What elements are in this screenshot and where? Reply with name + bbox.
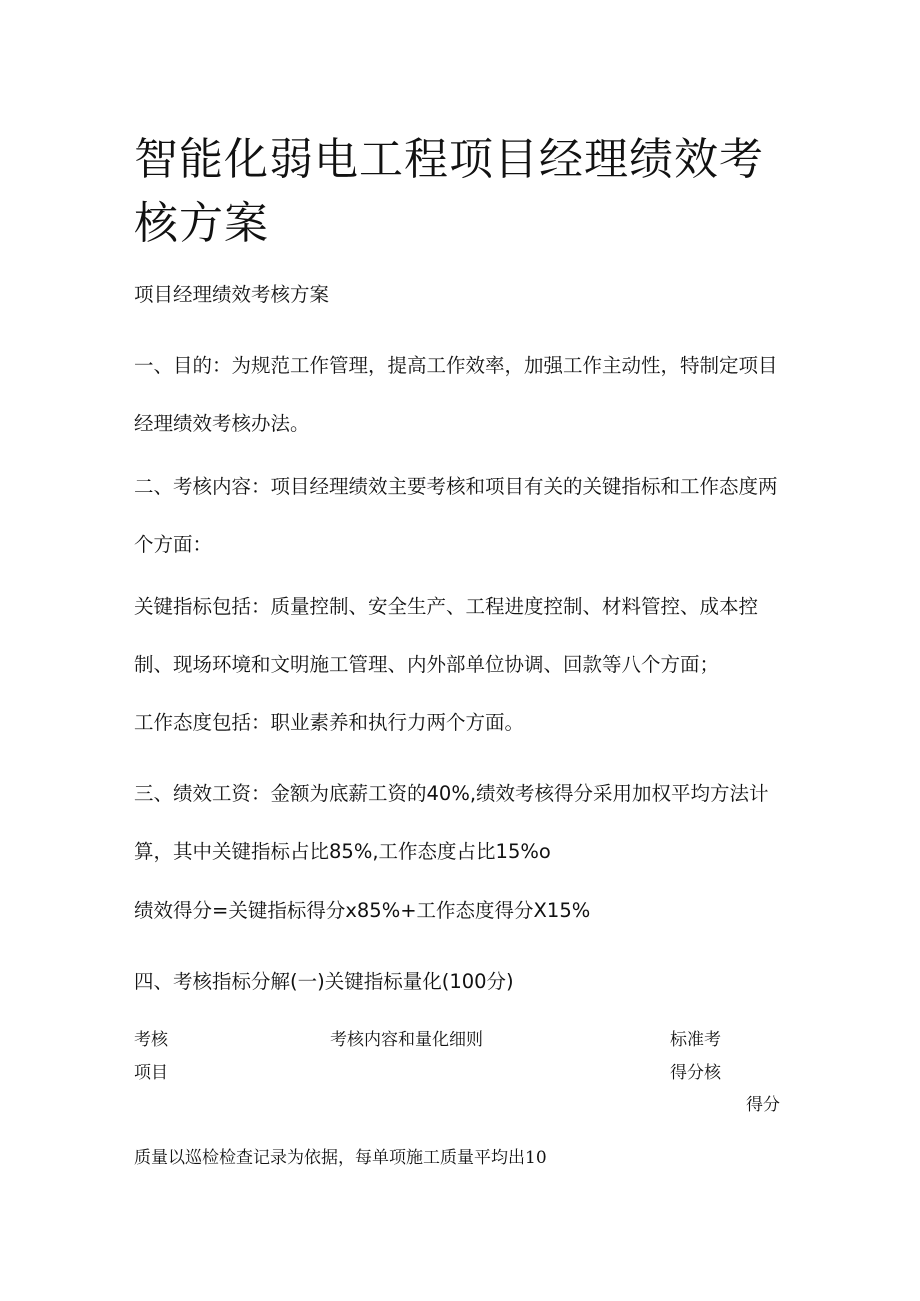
content-paragraph: 二、考核内容：项目经理绩效主要考核和项目有关的关键指标和工作态度两个方面： — [134, 475, 778, 556]
table-header-standard-line1: 标准考 — [670, 1030, 721, 1050]
salary-paragraph: 三、绩效工资：金额为底薪工资的40%,绩效考核得分采用加权平均方法计算，其中关键指标占比85%,工作态度占比15%o — [134, 782, 769, 863]
table-header-item-line2: 项目 — [134, 1063, 168, 1083]
key-indicators-paragraph: 关键指标包括：质量控制、安全生产、工程进度控制、材料管控、成本控制、现场环境和文明施工管理、内外部单位协调、回款等八个方面； — [134, 595, 759, 676]
purpose-paragraph: 一、目的：为规范工作管理，提高工作效率，加强工作主动性，特制定项目经理绩效考核办法。 — [134, 354, 778, 435]
document-subtitle: 项目经理绩效考核方案 — [134, 283, 330, 306]
table-header-item-line1: 考核 — [134, 1030, 168, 1050]
document-title: 智能化弱电工程项目经理绩效考核方案 — [134, 134, 764, 249]
table-header-content: 考核内容和量化细则 — [330, 1030, 483, 1050]
formula-paragraph: 绩效得分=关键指标得分x85%+工作态度得分X15% — [134, 899, 591, 922]
attitude-paragraph: 工作态度包括：职业素养和执行力两个方面。 — [134, 711, 525, 734]
section4-heading: 四、考核指标分解(一)关键指标量化(100分) — [134, 970, 514, 993]
table-header-score: 得分 — [746, 1095, 780, 1115]
table-row-quality: 质量以巡检检查记录为依据，每单项施工质量平均出10 — [134, 1148, 547, 1168]
table-header-standard-line2: 得分核 — [670, 1063, 721, 1083]
